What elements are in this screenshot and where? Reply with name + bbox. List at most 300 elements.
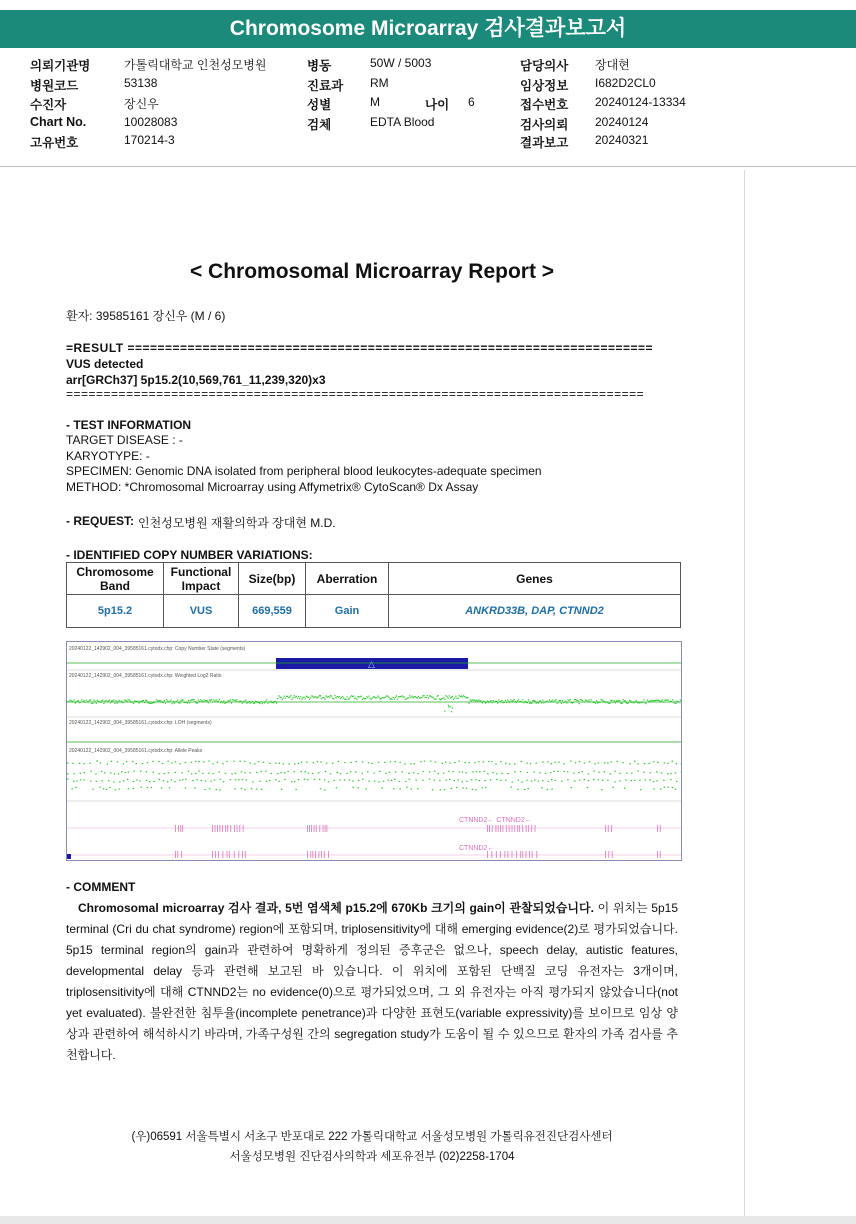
plot-point xyxy=(208,761,209,762)
plot-point xyxy=(573,773,574,774)
plot-point xyxy=(210,700,211,701)
plot-point xyxy=(358,780,359,781)
plot-point xyxy=(607,702,608,703)
plot-point xyxy=(409,695,410,696)
plot-point xyxy=(490,779,491,780)
plot-point xyxy=(314,825,315,832)
plot-point xyxy=(555,699,556,700)
plot-point xyxy=(133,788,134,789)
plot-point xyxy=(180,763,181,764)
plot-point xyxy=(418,696,419,697)
plot-point xyxy=(402,771,403,772)
plot-point xyxy=(553,701,554,702)
plot-point xyxy=(492,851,493,858)
plot-point xyxy=(351,695,352,696)
plot-point xyxy=(284,772,285,773)
plot-point xyxy=(354,698,355,699)
plot-point xyxy=(325,771,326,772)
plot-point xyxy=(322,697,323,698)
plot-point xyxy=(231,703,232,704)
plot-point xyxy=(324,779,325,780)
plot-point xyxy=(546,701,547,702)
plot-point xyxy=(244,789,245,790)
plot-point xyxy=(545,773,546,774)
plot-point xyxy=(359,696,360,697)
plot-point xyxy=(358,787,359,788)
plot-point xyxy=(350,762,351,763)
plot-point xyxy=(90,699,91,700)
plot-point xyxy=(477,700,478,701)
plot-point xyxy=(427,695,428,696)
plot-point xyxy=(547,761,548,762)
plot-point xyxy=(399,781,400,782)
plot-point xyxy=(181,851,182,858)
plot-point xyxy=(186,702,187,703)
plot-point xyxy=(378,762,379,763)
plot-point xyxy=(543,702,544,703)
plot-point xyxy=(492,825,493,832)
report-title: < Chromosomal Microarray Report > xyxy=(189,260,555,283)
plot-point xyxy=(79,763,80,764)
plot-point xyxy=(139,702,140,703)
plot-point xyxy=(179,780,180,781)
plot-point xyxy=(463,695,464,696)
plot-point xyxy=(237,825,238,832)
plot-point xyxy=(202,773,203,774)
plot-point xyxy=(391,780,392,781)
plot-point xyxy=(355,697,356,698)
plot-point xyxy=(146,700,147,701)
plot-point xyxy=(563,763,564,764)
plot-point xyxy=(676,763,677,764)
plot-point xyxy=(198,771,199,772)
plot-point xyxy=(557,703,558,704)
plot-point xyxy=(158,761,159,762)
plot-point xyxy=(442,698,443,699)
plot-point xyxy=(195,773,196,774)
plot-point xyxy=(375,697,376,698)
plot-point xyxy=(484,771,485,772)
plot-point xyxy=(126,701,127,702)
plot-point xyxy=(183,700,184,701)
plot-point xyxy=(439,698,440,699)
plot-point xyxy=(110,772,111,773)
plot-point xyxy=(196,702,197,703)
plot-point xyxy=(661,700,662,701)
plot-point xyxy=(428,698,429,699)
plot-point xyxy=(239,701,240,702)
plot-point xyxy=(153,781,154,782)
plot-point xyxy=(522,825,523,832)
plot-point xyxy=(326,695,327,696)
plot-point xyxy=(614,781,615,782)
plot-point xyxy=(268,701,269,702)
plot-point xyxy=(256,701,257,702)
plot-point xyxy=(185,787,186,788)
plot-point xyxy=(275,779,276,780)
plot-point xyxy=(558,702,559,703)
plot-point xyxy=(476,700,477,701)
plot-point xyxy=(392,699,393,700)
plot-point xyxy=(641,702,642,703)
plot-point xyxy=(212,702,213,703)
plot-point xyxy=(598,779,599,780)
plot-point xyxy=(536,703,537,704)
plot-point xyxy=(522,699,523,700)
plot-point xyxy=(319,695,320,696)
plot-point xyxy=(310,697,311,698)
plot-point xyxy=(291,699,292,700)
plot-point xyxy=(679,702,680,703)
plot-point xyxy=(356,699,357,700)
plot-point xyxy=(422,780,423,781)
plot-point xyxy=(628,702,629,703)
plot-point xyxy=(177,700,178,701)
plot-point xyxy=(604,762,605,763)
plot-point xyxy=(475,700,476,701)
plot-point xyxy=(362,773,363,774)
plot-point xyxy=(217,762,218,763)
plot-point xyxy=(607,762,608,763)
plot-point xyxy=(99,787,100,788)
plot-point xyxy=(109,787,110,788)
plot-point xyxy=(136,763,137,764)
plot-point xyxy=(400,788,401,789)
plot-point xyxy=(225,773,226,774)
plot-point xyxy=(279,763,280,764)
plot-point xyxy=(317,761,318,762)
plot-point xyxy=(124,700,125,701)
plot-point xyxy=(159,779,160,780)
plot-point xyxy=(610,773,611,774)
plot-point xyxy=(168,761,169,762)
plot-point xyxy=(277,773,278,774)
plot-point xyxy=(487,825,488,832)
plot-point xyxy=(147,762,148,763)
plot-point xyxy=(388,780,389,781)
plot-point xyxy=(335,697,336,698)
plot-point xyxy=(598,762,599,763)
plot-point xyxy=(294,771,295,772)
plot-point xyxy=(502,773,503,774)
plot-point xyxy=(271,773,272,774)
plot-point xyxy=(509,825,510,832)
plot-point xyxy=(505,780,506,781)
plot-point xyxy=(473,700,474,701)
plot-point xyxy=(551,779,552,780)
plot-point xyxy=(185,779,186,780)
plot-point xyxy=(152,702,153,703)
plot-point xyxy=(547,789,548,790)
plot-point xyxy=(173,701,174,702)
plot-point xyxy=(215,851,216,858)
segment-marker-icon: △ xyxy=(368,659,375,669)
plot-point xyxy=(651,700,652,701)
plot-point xyxy=(122,702,123,703)
plot-point xyxy=(123,702,124,703)
plot-point xyxy=(454,697,455,698)
plot-point xyxy=(233,761,234,762)
plot-point xyxy=(117,761,118,762)
plot-point xyxy=(192,780,193,781)
plot-point xyxy=(449,762,450,763)
plot-point xyxy=(445,695,446,696)
plot-point xyxy=(329,697,330,698)
comment-body xyxy=(66,898,678,1066)
plot-point xyxy=(451,711,452,712)
plot-point xyxy=(92,703,93,704)
plot-point xyxy=(76,701,77,702)
plot-point xyxy=(456,698,457,699)
plot-point xyxy=(244,772,245,773)
plot-point xyxy=(598,702,599,703)
plot-point xyxy=(539,701,540,702)
plot-point xyxy=(657,762,658,763)
plot-point xyxy=(295,789,296,790)
plot-point xyxy=(401,695,402,696)
plot-point xyxy=(584,779,585,780)
plot-point xyxy=(115,789,116,790)
plot-point xyxy=(466,788,467,789)
plot-point xyxy=(574,699,575,700)
plot-point xyxy=(617,701,618,702)
plot-point xyxy=(507,773,508,774)
plot-point xyxy=(239,761,240,762)
plot-point xyxy=(363,698,364,699)
plot-point xyxy=(389,699,390,700)
plot-point xyxy=(319,779,320,780)
plot-point xyxy=(496,851,497,858)
plot-point xyxy=(379,698,380,699)
plot-point xyxy=(175,851,176,858)
plot-point xyxy=(606,701,607,702)
plot-point xyxy=(118,701,119,702)
plot-point xyxy=(433,698,434,699)
plot-point xyxy=(150,703,151,704)
plot-point xyxy=(484,780,485,781)
plot-point xyxy=(434,699,435,700)
plot-point xyxy=(224,703,225,704)
plot-point xyxy=(208,773,209,774)
plot-point xyxy=(215,825,216,832)
plot-point xyxy=(496,825,497,832)
plot-point xyxy=(487,773,488,774)
plot-point xyxy=(564,702,565,703)
plot-point xyxy=(192,699,193,700)
plot-point xyxy=(432,697,433,698)
plot-point xyxy=(635,701,636,702)
plot-point xyxy=(145,700,146,701)
plot-point xyxy=(283,698,284,699)
plot-point xyxy=(101,780,102,781)
plot-point xyxy=(194,788,195,789)
plot-point xyxy=(532,700,533,701)
plot-point xyxy=(631,773,632,774)
plot-point xyxy=(672,761,673,762)
plot-point xyxy=(372,697,373,698)
plot-point xyxy=(284,696,285,697)
plot-point xyxy=(216,699,217,700)
plot-point xyxy=(528,699,529,700)
plot-point xyxy=(164,773,165,774)
plot-point xyxy=(560,700,561,701)
plot-point xyxy=(178,702,179,703)
plot-point xyxy=(106,789,107,790)
plot-point xyxy=(185,702,186,703)
plot-point xyxy=(670,779,671,780)
plot-point xyxy=(316,825,317,832)
plot-point xyxy=(608,703,609,704)
plot-point xyxy=(395,761,396,762)
plot-point xyxy=(271,701,272,702)
plot-point xyxy=(211,699,212,700)
plot-point xyxy=(212,763,213,764)
plot-point xyxy=(308,697,309,698)
plot-point xyxy=(210,781,211,782)
plot-point xyxy=(240,701,241,702)
plot-point xyxy=(147,702,148,703)
plot-point xyxy=(127,779,128,780)
plot-point xyxy=(330,773,331,774)
plot-point xyxy=(219,699,220,700)
plot-point xyxy=(632,701,633,702)
plot-point xyxy=(449,779,450,780)
plot-point xyxy=(634,702,635,703)
plot-point xyxy=(148,702,149,703)
plot-point xyxy=(135,701,136,702)
plot-point xyxy=(277,698,278,699)
plot-point xyxy=(281,789,282,790)
plot-point xyxy=(164,700,165,701)
plot-point xyxy=(357,696,358,697)
plot-point xyxy=(191,762,192,763)
plot-point xyxy=(601,789,602,790)
plot-point xyxy=(305,771,306,772)
plot-point xyxy=(100,762,101,763)
plot-point xyxy=(614,771,615,772)
plot-point xyxy=(631,702,632,703)
plot-point xyxy=(214,701,215,702)
plot-point xyxy=(242,703,243,704)
plot-point xyxy=(378,781,379,782)
plot-point xyxy=(139,780,140,781)
plot-point xyxy=(307,696,308,697)
plot-point xyxy=(79,702,80,703)
plot-point xyxy=(317,697,318,698)
plot-point xyxy=(536,851,537,858)
plot-point xyxy=(157,700,158,701)
plot-point xyxy=(399,696,400,697)
plot-point xyxy=(582,700,583,701)
plot-canvas xyxy=(67,642,681,860)
plot-point xyxy=(563,702,564,703)
plot-point xyxy=(107,764,108,765)
plot-point xyxy=(377,696,378,697)
plot-point xyxy=(302,697,303,698)
field-label: 의뢰기관명 xyxy=(30,59,91,73)
plot-point xyxy=(529,703,530,704)
plot-point xyxy=(83,779,84,780)
plot-point xyxy=(200,699,201,700)
plot-point xyxy=(617,761,618,762)
plot-point xyxy=(67,779,68,780)
plot-point xyxy=(229,851,230,858)
plot-point xyxy=(90,781,91,782)
plot-point xyxy=(454,762,455,763)
plot-point xyxy=(197,779,198,780)
plot-point xyxy=(500,825,501,832)
plot-point xyxy=(516,702,517,703)
plot-point xyxy=(667,773,668,774)
plot-point xyxy=(602,700,603,701)
plot-point xyxy=(631,780,632,781)
plot-point xyxy=(226,761,227,762)
plot-point xyxy=(521,701,522,702)
plot-point xyxy=(394,779,395,780)
plot-point xyxy=(143,700,144,701)
plot-point xyxy=(508,851,509,858)
plot-point xyxy=(128,772,129,773)
plot-point xyxy=(89,700,90,701)
plot-point xyxy=(451,788,452,789)
plot-point xyxy=(121,701,122,702)
plot-point xyxy=(579,703,580,704)
plot-point xyxy=(361,696,362,697)
plot-point xyxy=(595,703,596,704)
plot-point xyxy=(198,700,199,701)
plot-point xyxy=(411,789,412,790)
table-cell: 669,559 xyxy=(239,595,306,628)
plot-point xyxy=(531,825,532,832)
plot-point xyxy=(223,700,224,701)
plot-point xyxy=(67,701,68,702)
plot-point xyxy=(181,699,182,700)
plot-point xyxy=(136,779,137,780)
plot-point xyxy=(485,787,486,788)
plot-point xyxy=(452,771,453,772)
plot-point xyxy=(137,701,138,702)
gene-label: CTNND2← CTNND2← xyxy=(459,817,532,824)
plot-point xyxy=(587,701,588,702)
plot-point xyxy=(171,762,172,763)
plot-point xyxy=(524,702,525,703)
plot-point xyxy=(532,851,533,858)
plot-point xyxy=(503,702,504,703)
plot-point xyxy=(414,696,415,697)
plot-point xyxy=(675,703,676,704)
plot-point xyxy=(332,763,333,764)
plot-point xyxy=(622,762,623,763)
plot-point xyxy=(293,697,294,698)
plot-point xyxy=(575,699,576,700)
plot-point xyxy=(174,781,175,782)
plot-point xyxy=(125,772,126,773)
plot-point xyxy=(527,702,528,703)
column-header: Genes xyxy=(389,563,681,595)
plot-point xyxy=(310,851,311,858)
plot-point xyxy=(429,779,430,780)
plot-point xyxy=(512,782,513,783)
plot-point xyxy=(313,762,314,763)
plot-point xyxy=(390,761,391,762)
plot-point xyxy=(487,851,488,858)
plot-point xyxy=(346,697,347,698)
plot-point xyxy=(599,702,600,703)
plot-point xyxy=(213,773,214,774)
plot-point xyxy=(507,699,508,700)
plot-point xyxy=(554,700,555,701)
plot-point xyxy=(108,780,109,781)
